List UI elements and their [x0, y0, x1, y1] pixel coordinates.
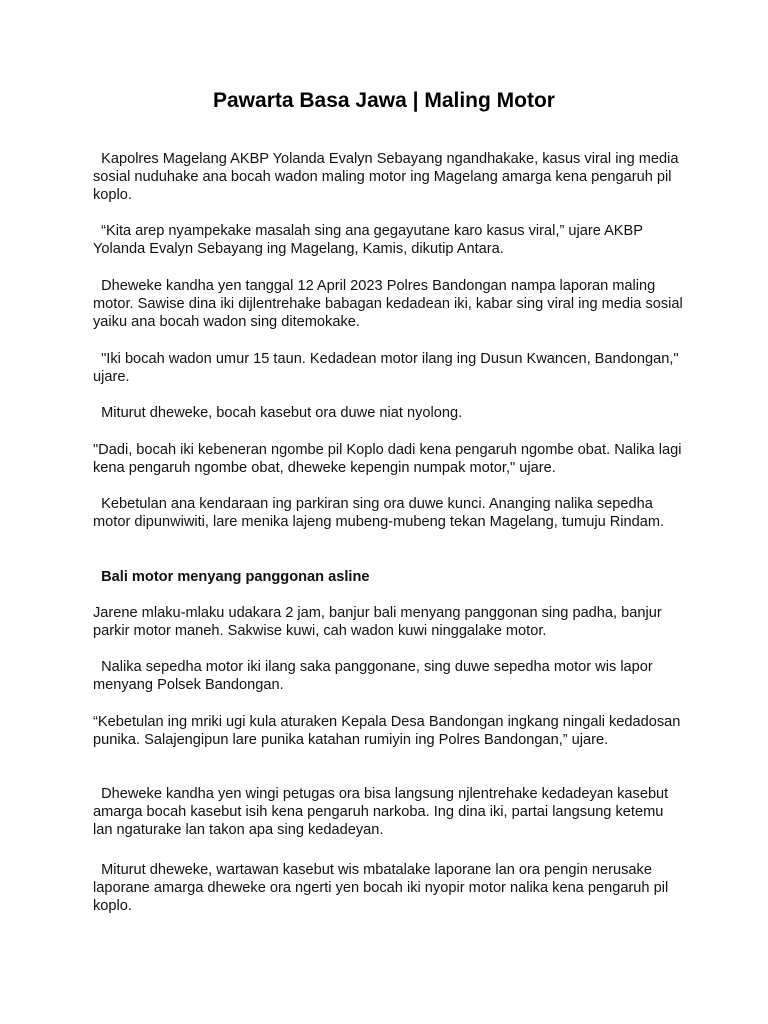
paragraph-4: "Iki bocah wadon umur 15 taun. Kedadean motor ilang ing Dusun Kwancen, Bandongan," ujare. [93, 351, 683, 386]
paragraph-10: “Kebetulan ing mriki ugi kula aturaken Kepala Desa Bandongan ingkang ningali kedadosan punika. Salajengipun lare punika katahan rumiyin ing Polres Bandongan,” ujare. [93, 714, 685, 749]
paragraph-8: Jarene mlaku-mlaku udakara 2 jam, banjur bali menyang panggonan sing padha, banjur parkir motor maneh. Sakwise kuwi, cah wadon kuwi ninggalake motor. [93, 605, 666, 640]
document-title: Pawarta Basa Jawa | Maling Motor [213, 89, 555, 112]
paragraph-9: Nalika sepedha motor iki ilang saka panggonane, sing duwe sepedha motor wis lapor menyang Polsek Bandongan. [93, 659, 657, 694]
paragraph-7: Kebetulan ana kendaraan ing parkiran sing ora duwe kunci. Ananging nalika sepedha motor dipunwiwiti, lare menika lajeng mubeng-mubeng tekan Magelang, tumuju Rindam. [93, 496, 665, 531]
section-subheading: Bali motor menyang panggonan asline [93, 569, 370, 585]
paragraph-12: Miturut dheweke, wartawan kasebut wis mbatalake laporane lan ora pengin nerusake laporane amarga dheweke ora ngerti yen bocah iki nyopir motor nalika kena pengaruh pil koplo. [93, 862, 673, 915]
paragraph-1: Kapolres Magelang AKBP Yolanda Evalyn Sebayang ngandhakake, kasus viral ing media sosial nuduhake ana bocah wadon maling motor ing Magelang amarga kena pengaruh pil koplo. [93, 151, 683, 204]
paragraph-11: Dheweke kandha yen wingi petugas ora bisa langsung njlentrehake kedadeyan kasebut amarga bocah kasebut isih kena pengaruh narkoba. Ing dina iki, partai langsung ketemu lan ngaturake lan takon apa sing kedadeyan. [93, 786, 673, 839]
paragraph-2: “Kita arep nyampekake masalah sing ana gegayutane karo kasus viral,” ujare AKBP Yolanda Evalyn Sebayang ing Magelang, Kamis, dikutip Antara. [93, 223, 647, 258]
paragraph-3: Dheweke kandha yen tanggal 12 April 2023 Polres Bandongan nampa laporan maling motor. Sawise dina iki dijlentrehake babagan kedadean iki, kabar sing viral ing media sosial yaiku ana bocah wadon sing ditemokake. [93, 278, 687, 331]
paragraph-6: "Dadi, bocah iki kebeneran ngombe pil Koplo dadi kena pengaruh ngombe obat. Nalika lagi kena pengaruh ngombe obat, dheweke kepengin numpak motor," ujare. [93, 442, 686, 477]
paragraph-5: Miturut dheweke, bocah kasebut ora duwe niat nyolong. [93, 405, 463, 421]
